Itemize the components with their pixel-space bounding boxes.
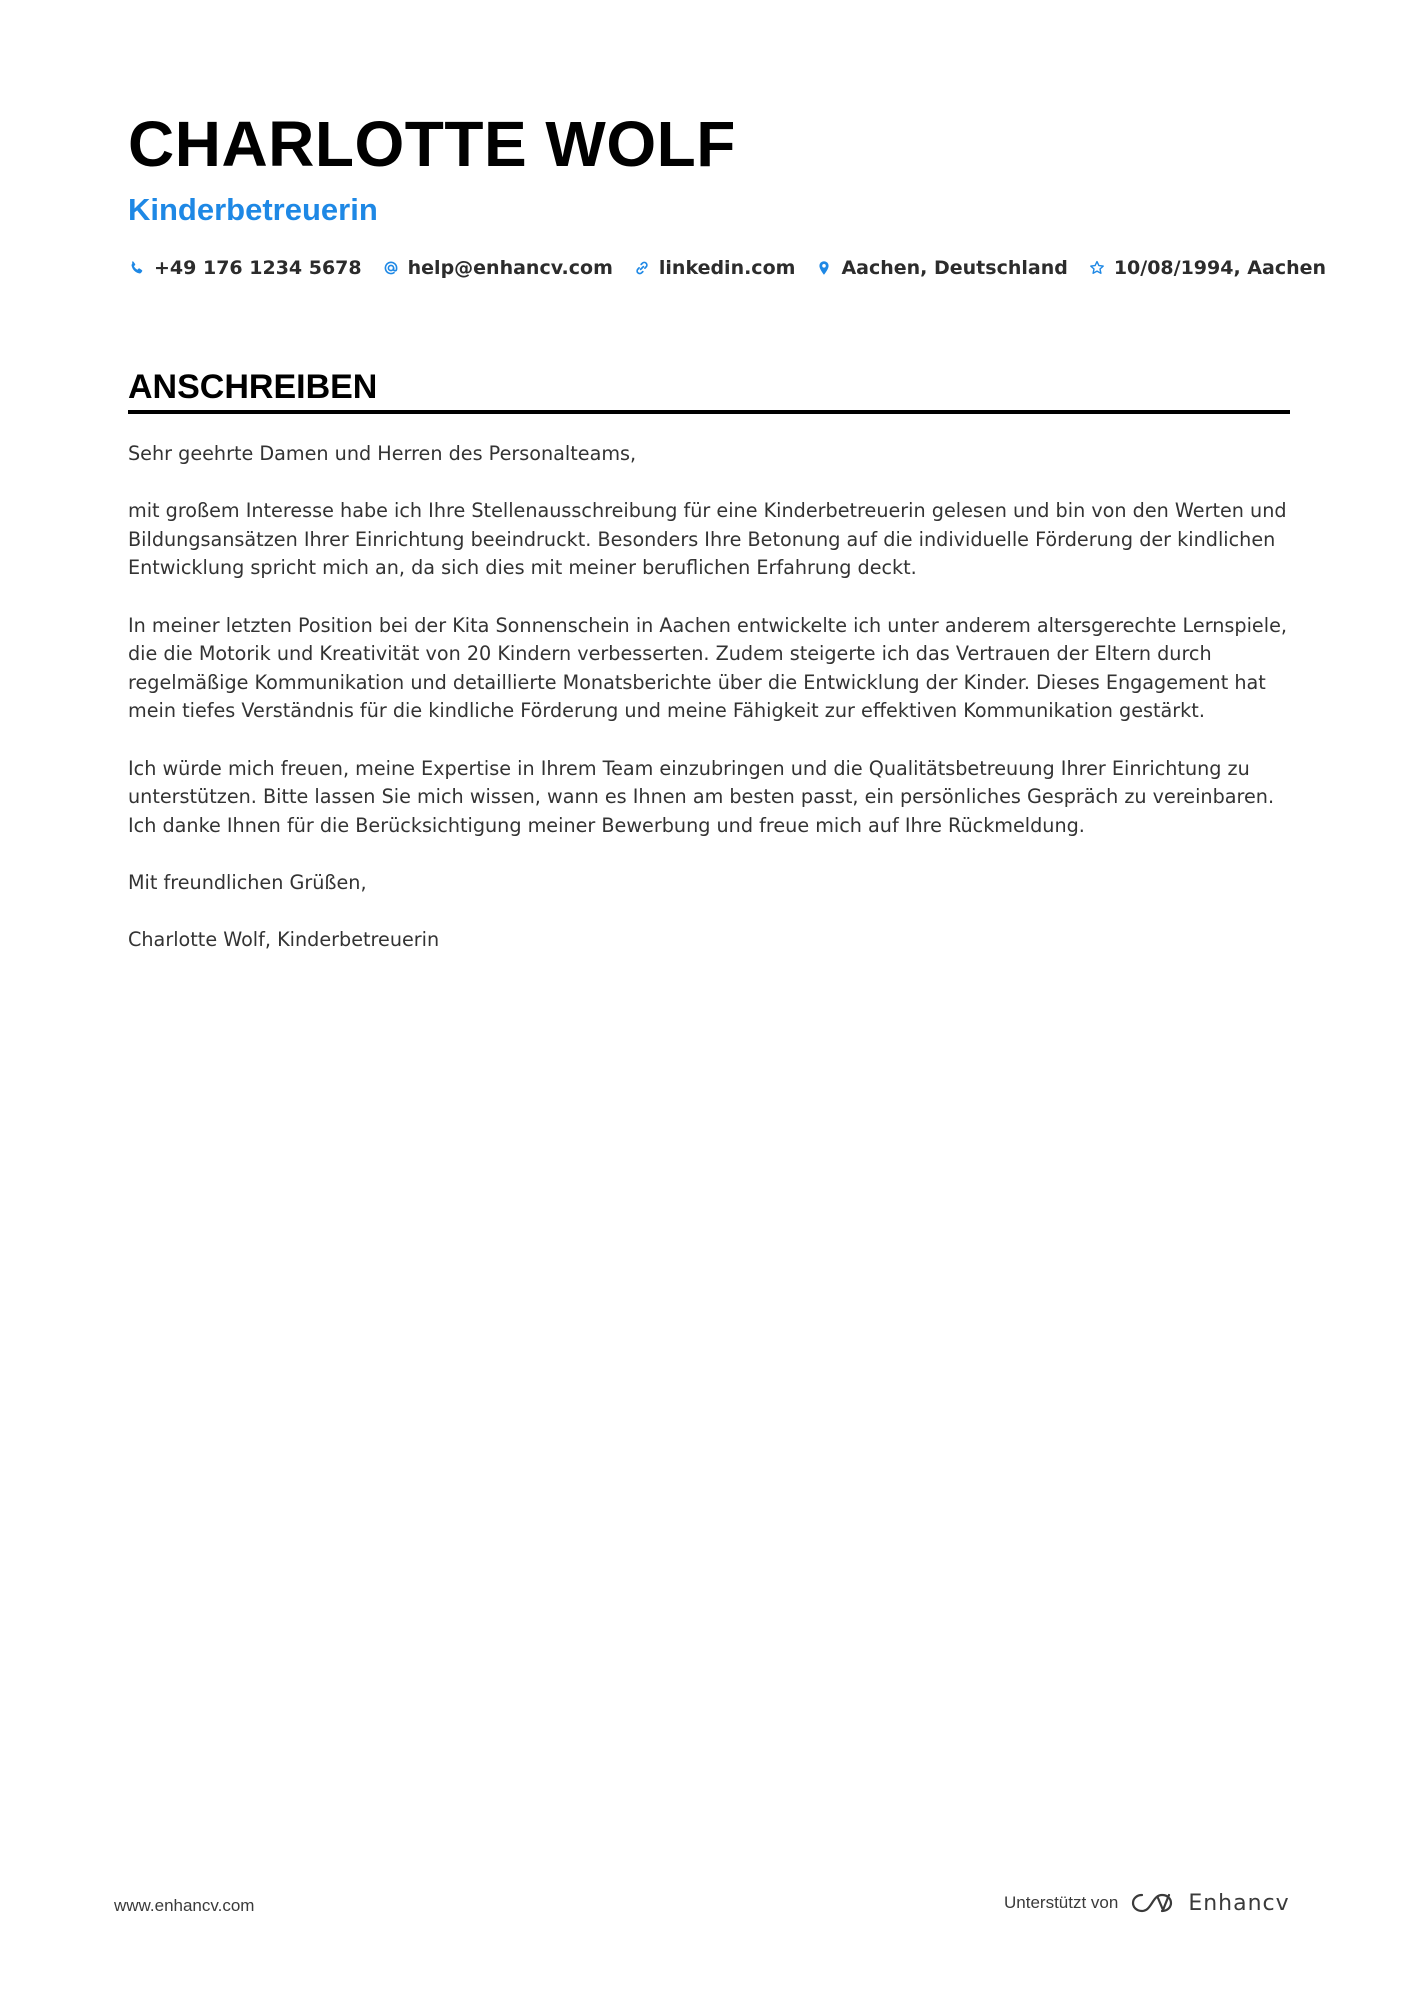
footer-branding [1004,1888,1290,1918]
contact-bar [128,256,1346,280]
letter-paragraph: In meiner letzten Position bei der Kita Sonnenschein in Aachen entwickelte ich unter anderem altersgerechte Lernspiele, die die Motorik und Kreativität von 20 Kindern verbesserten. Zudem steigerte ich das Vertrauen der Eltern durch regelmäßige Kommunikation und detaillierte Monatsberichte über die Entwicklung der Kinder. Dieses Engagement hat mein tiefes Verständnis für die kindliche Förderung und meine Fähigkeit zur effektiven Kommunikation gestärkt. [128,613,1287,723]
contact-location [815,257,1067,279]
footer-website[interactable]: www.enhancv.com [114,1896,255,1915]
contact-linkedin[interactable] [633,257,796,279]
letter-closing: Mit freundlichen Grüßen, [128,870,367,894]
powered-by-label: Unterstützt von [1004,1893,1119,1912]
section-title: ANSCHREIBEN [128,368,378,406]
contact-birth [1088,257,1326,279]
candidate-role: Kinderbetreuerin [128,192,378,227]
phone-icon [128,259,146,277]
link-icon [633,259,651,277]
letter-body [128,440,1290,983]
enhancv-logo-icon [1130,1890,1176,1916]
contact-phone-text: +49 176 1234 5678 [154,257,362,279]
star-icon [1088,259,1106,277]
contact-email[interactable] [382,257,613,279]
candidate-name: CHARLOTTE WOLF [128,108,736,180]
letter-salutation: Sehr geehrte Damen und Herren des Personalteams, [128,442,637,465]
contact-birth-text: 10/08/1994, Aachen [1113,257,1327,279]
brand-name: Enhancv [1188,1890,1290,1916]
contact-location-text: Aachen, Deutschland [841,257,1068,279]
section-divider [128,410,1290,414]
at-icon [382,259,400,277]
letter-signature: Charlotte Wolf, Kinderbetreuerin [128,928,440,952]
contact-email-text[interactable]: help@enhancv.com [407,257,613,279]
letter-paragraph: mit großem Interesse habe ich Ihre Stellenausschreibung für eine Kinderbetreuerin gelesen und bin von den Werten und Bildungsansätzen Ihrer Einrichtung beeindruckt. Besonders Ihre Betonung auf die individuelle Förderung der kindlichen Entwicklung spricht mich an, da sich dies mit meiner beruflichen Erfahrung deckt. [128,499,1287,580]
contact-phone [128,257,362,279]
location-pin-icon [815,259,833,277]
letter-paragraph: Ich würde mich freuen, meine Expertise in Ihrem Team einzubringen und die Qualitätsbetreuung Ihrer Einrichtung zu unterstützen. Bitte lassen Sie mich wissen, wann es Ihnen am besten passt, ein persönliches Gespräch zu vereinbaren. Ich danke Ihnen für die Berücksichtigung meiner Bewerbung und freue mich auf Ihre Rückmeldung. [128,756,1275,837]
contact-linkedin-text[interactable]: linkedin.com [658,257,796,279]
